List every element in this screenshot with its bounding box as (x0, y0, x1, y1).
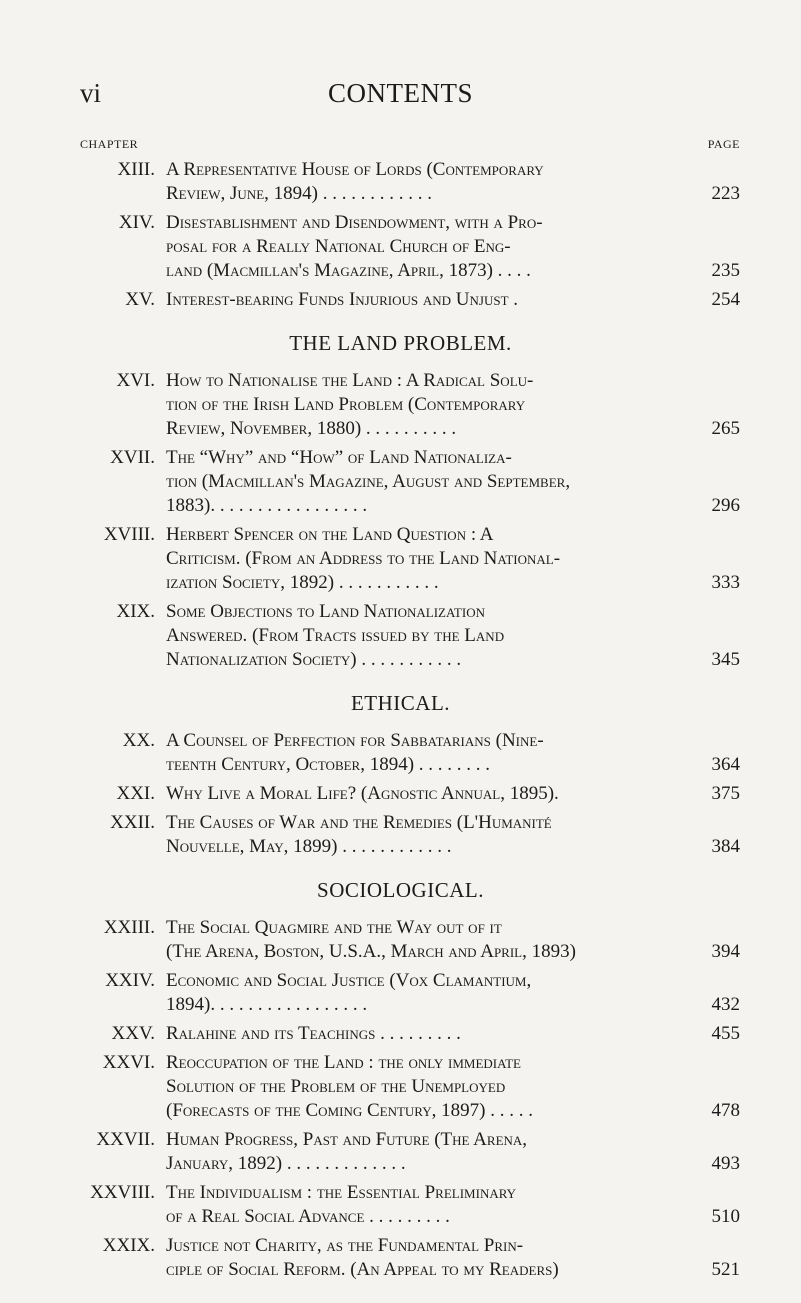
chapter-number: XXVII. (96, 1129, 155, 1150)
page-ref: 384 (711, 836, 740, 857)
section-heading-sociological: SOCIOLOGICAL. (317, 878, 484, 902)
page-ref: 333 (711, 572, 740, 593)
page-ref: 478 (711, 1100, 740, 1121)
chapter-column-header: CHAPTER (80, 137, 139, 151)
page-title: CONTENTS (328, 78, 473, 108)
chapter-number: XXII. (110, 812, 155, 833)
page-ref: 254 (711, 289, 740, 310)
chapter-number: XXVIII. (90, 1182, 155, 1203)
chapter-number: XX. (122, 730, 155, 751)
page-ref: 364 (711, 754, 740, 775)
chapter-number: XXV. (111, 1023, 155, 1044)
entry-title: Reoccupation of the Land : the only immediate Solution of the Problem of the Unemployed (Forecasts of the Coming Century, 1897) . . . . . (166, 1052, 533, 1121)
chapter-number: XVII. (110, 447, 155, 468)
entry-title: A Counsel of Perfection for Sabbatarians (Nine- teenth Century, October, 1894) . . . . . . . . (166, 730, 544, 775)
entry-title: Herbert Spencer on the Land Question : A Criticism. (From an Address to the Land National- ization Society, 1892) . . . . . . . . . . . (166, 524, 561, 593)
entry-title: The Social Quagmire and the Way out of it (The Arena, Boston, U.S.A., March and April, 1893) (166, 917, 576, 962)
page-ref: 235 (711, 260, 740, 281)
page-column-header: PAGE (707, 137, 740, 151)
entry-title: Human Progress, Past and Future (The Arena, January, 1892) . . . . . . . . . . . . . (166, 1129, 528, 1174)
page-ref: 510 (711, 1206, 740, 1227)
entry-title: Why Live a Moral Life? (Agnostic Annual, 1895). (166, 783, 559, 804)
page-ref: 394 (711, 941, 740, 962)
entry-title: Justice not Charity, as the Fundamental Prin- ciple of Social Reform. (An Appeal to my Readers) (166, 1235, 559, 1280)
chapter-number: XXIV. (105, 970, 155, 991)
page-ref: 432 (711, 994, 740, 1015)
page-ref: 375 (711, 783, 740, 804)
section-heading-land-problem: THE LAND PROBLEM. (289, 331, 512, 355)
entry-title: Disestablishment and Disendowment, with a Pro- posal for a Really National Church of Eng- land (Macmillan's Magazine, April, 1873) . . . . (166, 212, 543, 281)
chapter-number: XXVI. (102, 1052, 155, 1073)
chapter-number: XVIII. (103, 524, 155, 545)
page-ref: 455 (711, 1023, 740, 1044)
page-ref: 345 (711, 649, 740, 670)
page-ref: 493 (711, 1153, 740, 1174)
entry-title: The “Why” and “How” of Land Nationaliza- tion (Macmillan's Magazine, August and September, 1883). . . . . . . . . . . . . . . . . (166, 447, 571, 516)
chapter-number: XV. (125, 289, 155, 310)
running-head (0, 78, 801, 112)
chapter-number: XIV. (118, 212, 155, 233)
page-ref: 296 (711, 495, 740, 516)
page-ref: 521 (711, 1259, 740, 1280)
entry-title: Ralahine and its Teachings . . . . . . . . . (166, 1023, 461, 1044)
entry-title: Interest-bearing Funds Injurious and Unjust . (166, 289, 519, 310)
entry-title: A Representative House of Lords (Contemporary Review, June, 1894) . . . . . . . . . . . . (166, 159, 544, 204)
page-number: vi (80, 78, 102, 108)
entry-title: The Individualism : the Essential Preliminary of a Real Social Advance . . . . . . . . . (166, 1182, 517, 1227)
chapter-number: XIII. (117, 159, 155, 180)
chapter-number: XXIX. (102, 1235, 155, 1256)
entry-title: How to Nationalise the Land : A Radical Solu- tion of the Irish Land Problem (Contemporary Review, November, 1880) . . . . . . . . . . (166, 370, 534, 439)
entry-title: Some Objections to Land Nationalization Answered. (From Tracts issued by the Land Nationalization Society) . . . . . . . . . . . (166, 601, 505, 670)
chapter-number: XIX. (116, 601, 155, 622)
section-heading-ethical: ETHICAL. (350, 691, 451, 715)
entry-title: Economic and Social Justice (Vox Clamantium, 1894). . . . . . . . . . . . . . . . . (166, 970, 532, 1015)
chapter-number: XVI. (116, 370, 155, 391)
chapter-number: XXI. (116, 783, 155, 804)
chapter-number: XXIII. (103, 917, 155, 938)
page-ref: 223 (711, 183, 740, 204)
page-ref: 265 (711, 418, 740, 439)
entry-title: The Causes of War and the Remedies (L'Humanité Nouvelle, May, 1899) . . . . . . . . . . . . (166, 812, 552, 857)
